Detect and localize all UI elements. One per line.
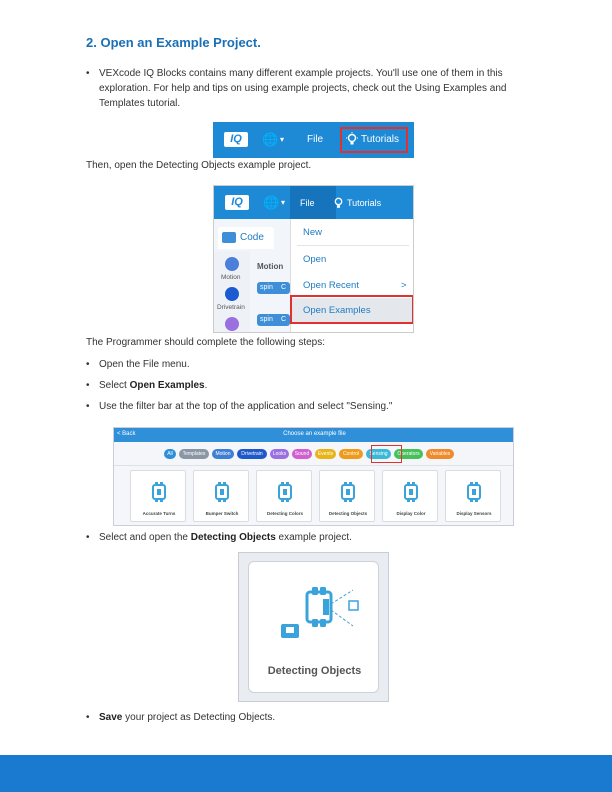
spin-block-suffix: C xyxy=(281,316,287,323)
menu-divider xyxy=(297,245,409,246)
step-4-pre: Select and open the xyxy=(99,532,191,543)
category-drivetrain-dot[interactable] xyxy=(225,287,239,301)
robot-icon xyxy=(146,479,172,505)
bullet-dot: • xyxy=(86,359,90,370)
chevron-down-icon: ▾ xyxy=(280,135,285,144)
globe-icon: 🌐 xyxy=(262,132,279,147)
bullet-dot: • xyxy=(86,532,90,543)
example-card-label: Accurate Turns xyxy=(142,511,176,516)
globe-icon: 🌐 xyxy=(263,195,280,210)
example-card-label: Display Color xyxy=(396,511,426,516)
robot-icon xyxy=(461,479,487,505)
detecting-objects-card[interactable] xyxy=(248,561,379,693)
filter-chip-motion[interactable]: Motion xyxy=(212,449,234,459)
robot-icon xyxy=(272,479,298,505)
code-tab-label: Code xyxy=(240,232,264,243)
filter-chip-all[interactable]: All xyxy=(164,449,176,459)
file-menu-screenshot xyxy=(213,185,414,333)
spin-block-label: spin xyxy=(260,284,273,291)
category-motion-label: Motion xyxy=(221,274,241,281)
palette-title: Motion xyxy=(257,262,284,271)
page-footer-band xyxy=(0,755,612,792)
divider xyxy=(114,465,514,466)
category-drivetrain-label: Drivetrain xyxy=(217,304,245,311)
menu-item-open-recent[interactable]: Open Recent xyxy=(303,280,359,291)
robot-icon xyxy=(335,479,361,505)
example-card[interactable] xyxy=(445,470,501,522)
file-menu-button[interactable]: File xyxy=(307,134,324,145)
chevron-down-icon: ▾ xyxy=(281,198,286,207)
example-card[interactable] xyxy=(382,470,438,522)
bullet-dot: • xyxy=(86,380,90,391)
menu-item-new[interactable]: New xyxy=(303,227,323,238)
filter-chip-operators[interactable]: Operators xyxy=(394,449,423,459)
page-heading: 2. Open an Example Project. xyxy=(86,35,261,50)
example-chooser-screenshot xyxy=(113,427,514,526)
spin-block-label: spin xyxy=(260,316,273,323)
filter-chip-sound[interactable]: Sound xyxy=(292,449,312,459)
robot-icon xyxy=(209,479,235,505)
step-4 xyxy=(86,530,352,545)
step-5 xyxy=(86,710,275,725)
chooser-title: Choose an example file xyxy=(283,431,346,437)
detecting-objects-card-screenshot xyxy=(238,552,389,702)
filter-chip-control[interactable]: Control xyxy=(339,449,363,459)
then-text: Then, open the Detecting Objects example project. xyxy=(86,160,312,171)
example-card[interactable] xyxy=(130,470,186,522)
tutorials-button[interactable]: Tutorials xyxy=(347,198,382,208)
back-button[interactable]: < Back xyxy=(117,431,136,437)
filter-chip-variables[interactable]: Variables xyxy=(426,449,454,459)
filter-chip-drivetrain[interactable]: Drivetrain xyxy=(237,449,267,459)
filter-chip-events[interactable]: Events xyxy=(315,449,336,459)
example-card[interactable] xyxy=(193,470,249,522)
spin-block-suffix: C xyxy=(281,284,287,291)
code-tab[interactable] xyxy=(218,227,274,249)
bullet-dot: • xyxy=(86,712,90,723)
step-2-pre: Select xyxy=(99,380,130,391)
intro-text: VEXcode IQ Blocks contains many different example projects. You'll use one of them in this exploration. For help and tips on using example projects, check out the Using Examples and Templates tutorial. xyxy=(99,68,507,109)
robot-sensor-icon xyxy=(279,582,359,652)
menu-item-open-examples[interactable]: Open Examples xyxy=(303,305,371,316)
tutorials-button[interactable]: Tutorials xyxy=(361,134,399,145)
file-menu-button[interactable]: File xyxy=(300,198,315,208)
filter-chip-sensing[interactable]: Sensing xyxy=(366,449,391,459)
spin-block[interactable] xyxy=(257,314,290,326)
chevron-right-icon: > xyxy=(401,280,407,291)
card-label: Detecting Objects xyxy=(267,665,362,677)
step-1 xyxy=(86,357,190,372)
step-3-text: Use the filter bar at the top of the application and select "Sensing." xyxy=(99,401,393,412)
toolbar-screenshot xyxy=(213,122,414,158)
example-card-label: Display Sensors xyxy=(456,511,492,516)
example-card[interactable] xyxy=(319,470,375,522)
example-card-label: Detecting Objects xyxy=(328,511,368,516)
code-blocks-icon xyxy=(222,232,236,243)
highlight-box xyxy=(371,445,402,463)
intro-bullet xyxy=(86,66,526,111)
highlight-box xyxy=(340,127,408,153)
example-card-label: Bumper Switch xyxy=(205,511,239,516)
lightbulb-icon xyxy=(333,196,344,209)
iq-logo: IQ xyxy=(225,195,249,210)
menu-item-open[interactable]: Open xyxy=(303,254,327,265)
step-5-bold: Save xyxy=(99,712,123,723)
code-panel xyxy=(214,219,290,333)
example-card[interactable] xyxy=(256,470,312,522)
robot-icon xyxy=(398,479,424,505)
spin-block[interactable] xyxy=(257,282,290,294)
steps-intro: The Programmer should complete the following steps: xyxy=(86,337,326,348)
category-motion-dot[interactable] xyxy=(225,257,239,271)
step-2-post: . xyxy=(204,380,208,391)
bullet-dot: • xyxy=(86,68,90,79)
filter-chip-looks[interactable]: Looks xyxy=(270,449,289,459)
step-2-bold: Open Examples xyxy=(129,380,205,391)
step-3 xyxy=(86,399,392,414)
highlight-box xyxy=(290,295,414,324)
filter-chip-templates[interactable]: Templates xyxy=(179,449,209,459)
step-2 xyxy=(86,378,207,393)
example-card-label: Detecting Colors xyxy=(266,511,303,516)
step-4-bold: Detecting Objects xyxy=(190,532,276,543)
iq-logo: IQ xyxy=(224,132,248,147)
bullet-dot: • xyxy=(86,401,90,412)
step-1-text: Open the File menu. xyxy=(99,359,190,370)
step-4-post: example project. xyxy=(275,532,352,543)
category-looks-dot[interactable] xyxy=(225,317,239,331)
step-5-post: your project as Detecting Objects. xyxy=(122,712,276,723)
